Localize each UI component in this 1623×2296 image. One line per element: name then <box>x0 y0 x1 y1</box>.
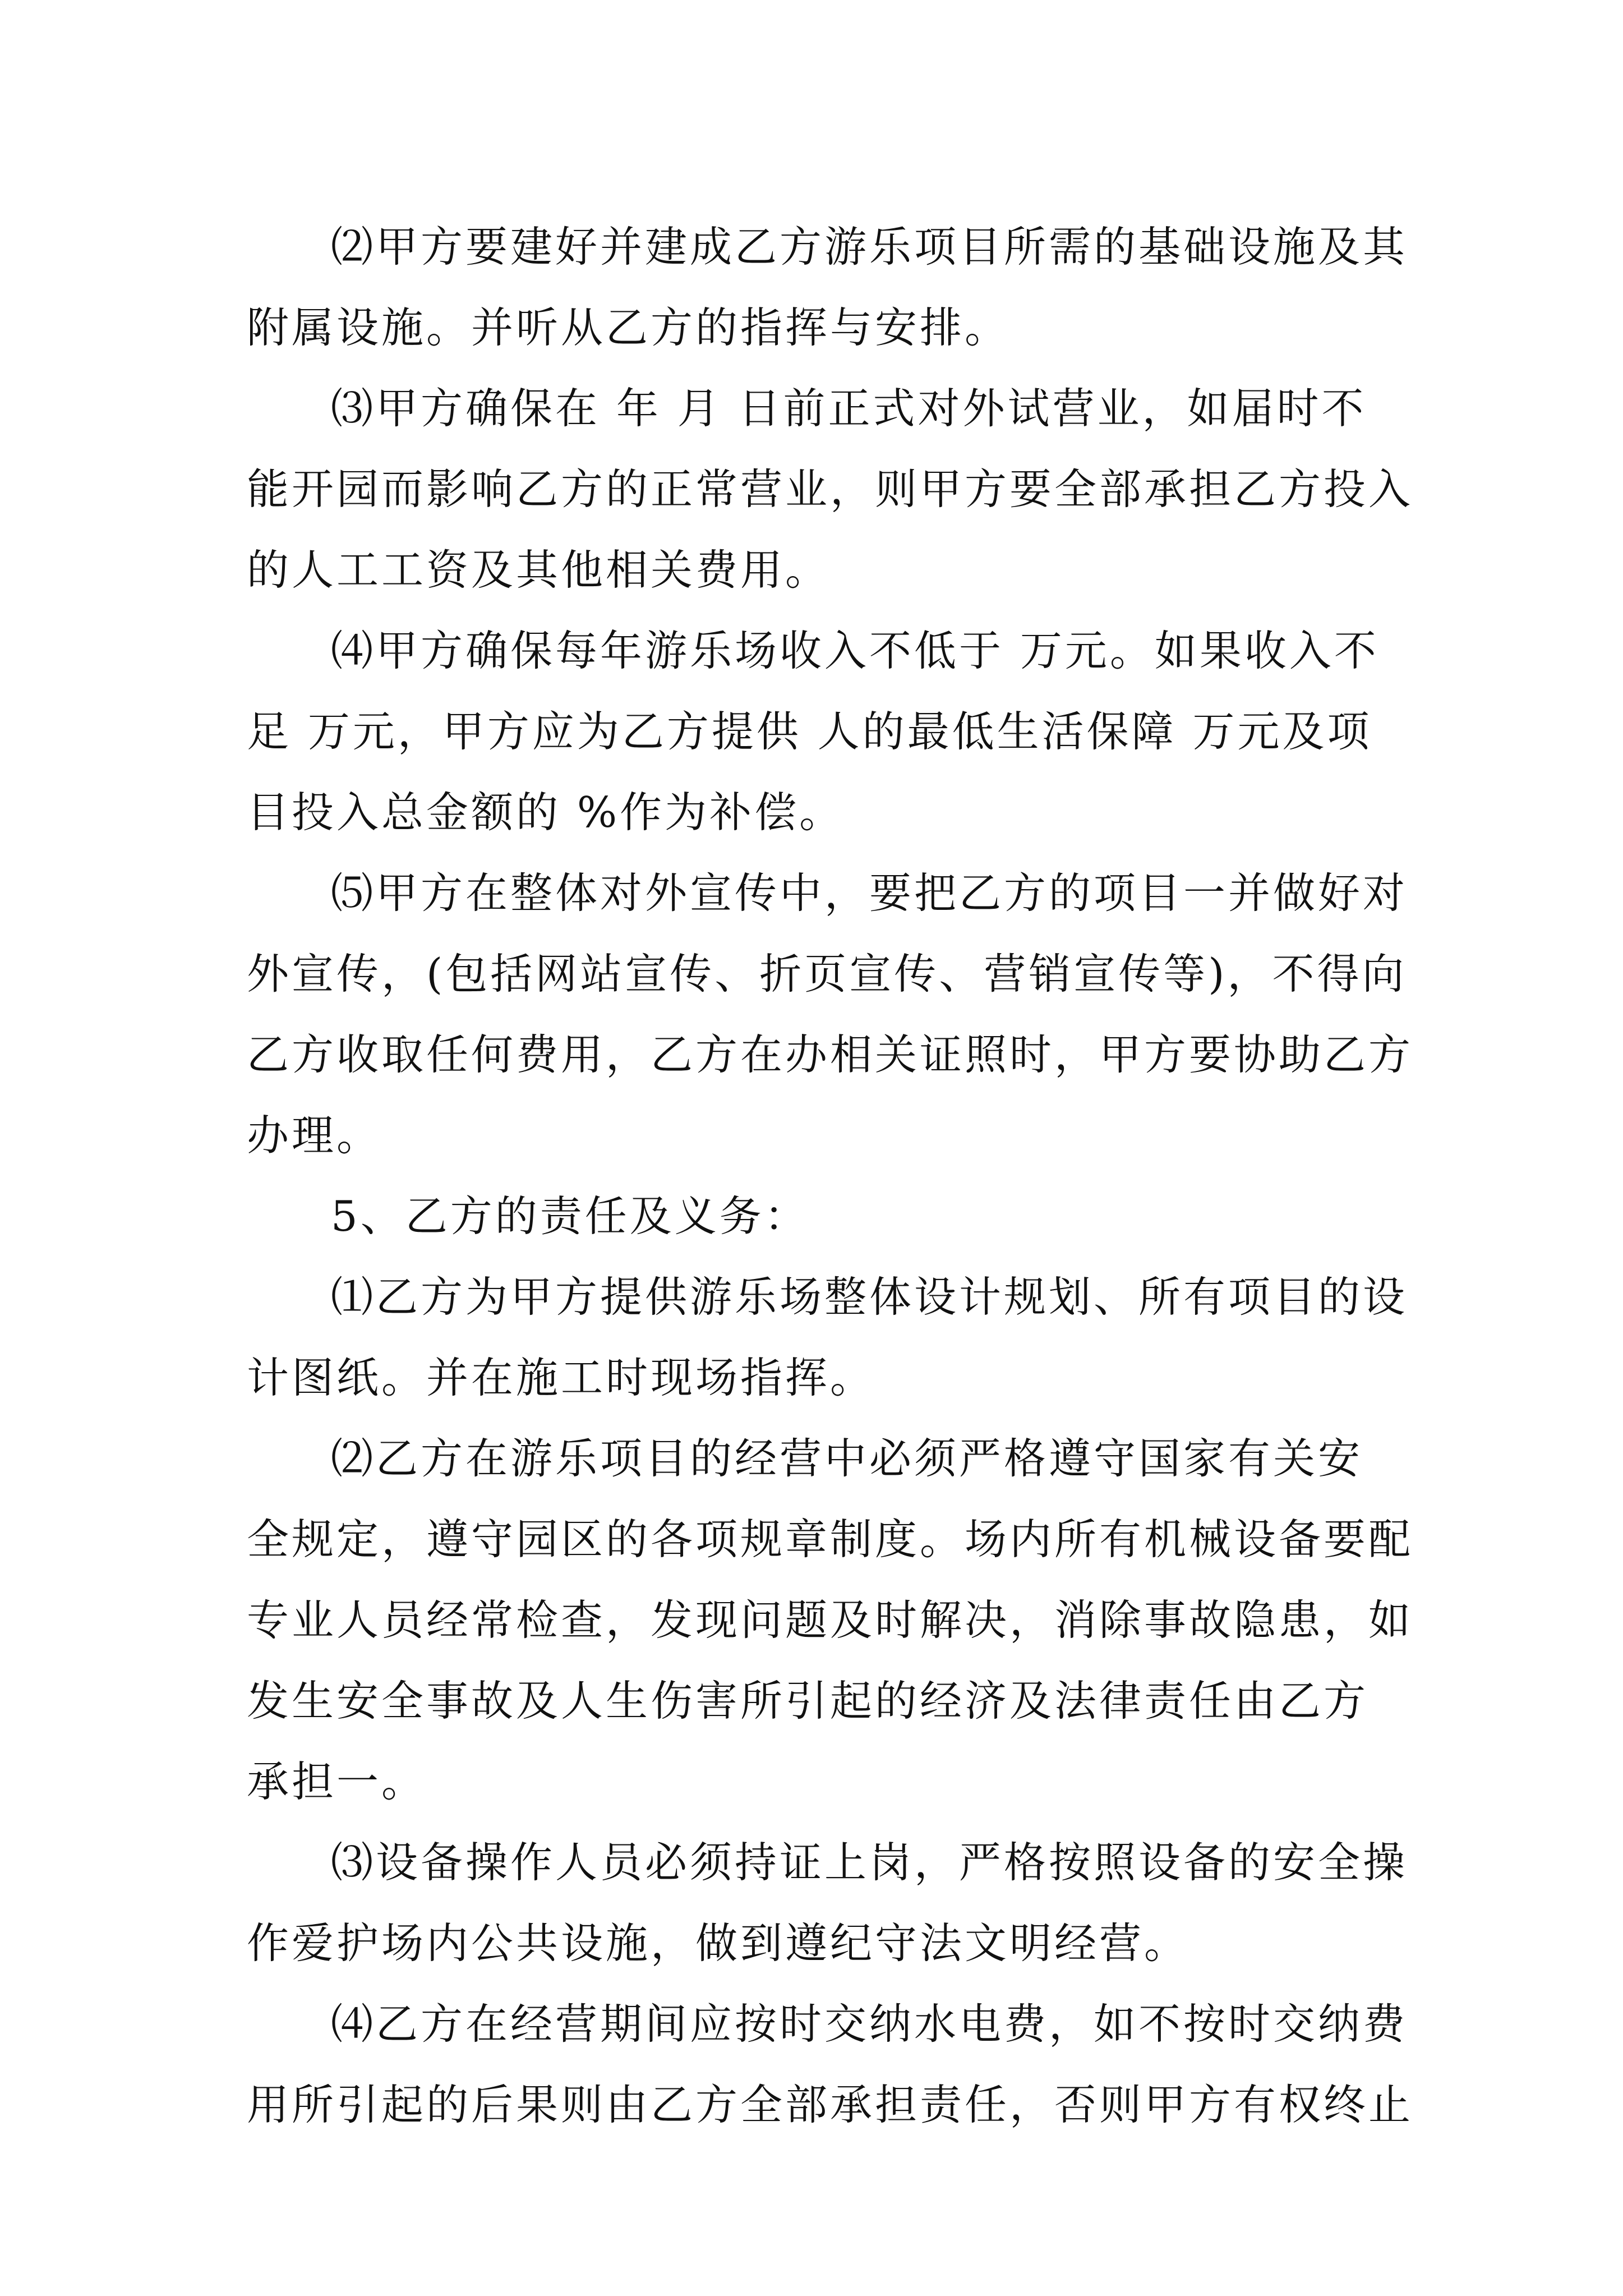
text-line: ⑶甲方确保在 年 月 日前正式对外试营业，如届时不 <box>331 384 1367 433</box>
text-line: 全规定，遵守园区的各项规章制度。场内所有机械设备要配 <box>247 1515 1414 1564</box>
text-line: 发生安全事故及人生伤害所引起的经济及法律责任由乙方 <box>247 1676 1369 1726</box>
text-line: ⑸甲方在整体对外宣传中，要把乙方的项目一并做好对 <box>331 868 1408 918</box>
text-line: ⑶设备操作人员必须持证上岗，严格按照设备的安全操 <box>331 1838 1408 1887</box>
text-line: ⑷乙方在经营期间应按时交纳水电费，如不按时交纳费 <box>331 1999 1408 2049</box>
text-line: ⑷甲方确保每年游乐场收入不低于 万元。如果收入不 <box>331 626 1379 675</box>
text-line: 足 万元，甲方应为乙方提供 人的最低生活保障 万元及项 <box>247 707 1372 756</box>
text-line: 乙方收取任何费用，乙方在办相关证照时，甲方要协助乙方 <box>247 1030 1414 1079</box>
text-line: 目投入总金额的 %作为补偿。 <box>247 788 845 837</box>
text-line: 作爱护场内公共设施，做到遵纪守法文明经营。 <box>247 1918 1189 1968</box>
text-line: 附属设施。并听从乙方的指挥与安排。 <box>247 303 1010 352</box>
text-line: 办理。 <box>247 1111 382 1160</box>
text-line: ⑴乙方为甲方提供游乐场整体设计规划、所有项目的设 <box>331 1272 1408 1322</box>
text-line: 能开园而影响乙方的正常营业，则甲方要全部承担乙方投入 <box>247 464 1414 514</box>
text-line: 承担一。 <box>247 1757 427 1806</box>
text-line: 的人工工资及其他相关费用。 <box>247 545 831 595</box>
document-body <box>247 206 1414 2145</box>
section-heading: 5、乙方的责任及义务： <box>331 1191 809 1241</box>
text-line: 专业人员经常检查，发现问题及时解决，消除事故隐患，如 <box>247 1595 1414 1645</box>
text-line: 外宣传，(包括网站宣传、折页宣传、营销宣传等)，不得向 <box>247 949 1407 999</box>
text-line: 用所引起的后果则由乙方全部承担责任，否则甲方有权终止 <box>247 2080 1414 2129</box>
text-line: ⑵乙方在游乐项目的经营中必须严格遵守国家有关安 <box>331 1434 1363 1483</box>
text-line: 计图纸。并在施工时现场指挥。 <box>247 1353 875 1402</box>
text-line: ⑵甲方要建好并建成乙方游乐项目所需的基础设施及其 <box>331 222 1408 272</box>
